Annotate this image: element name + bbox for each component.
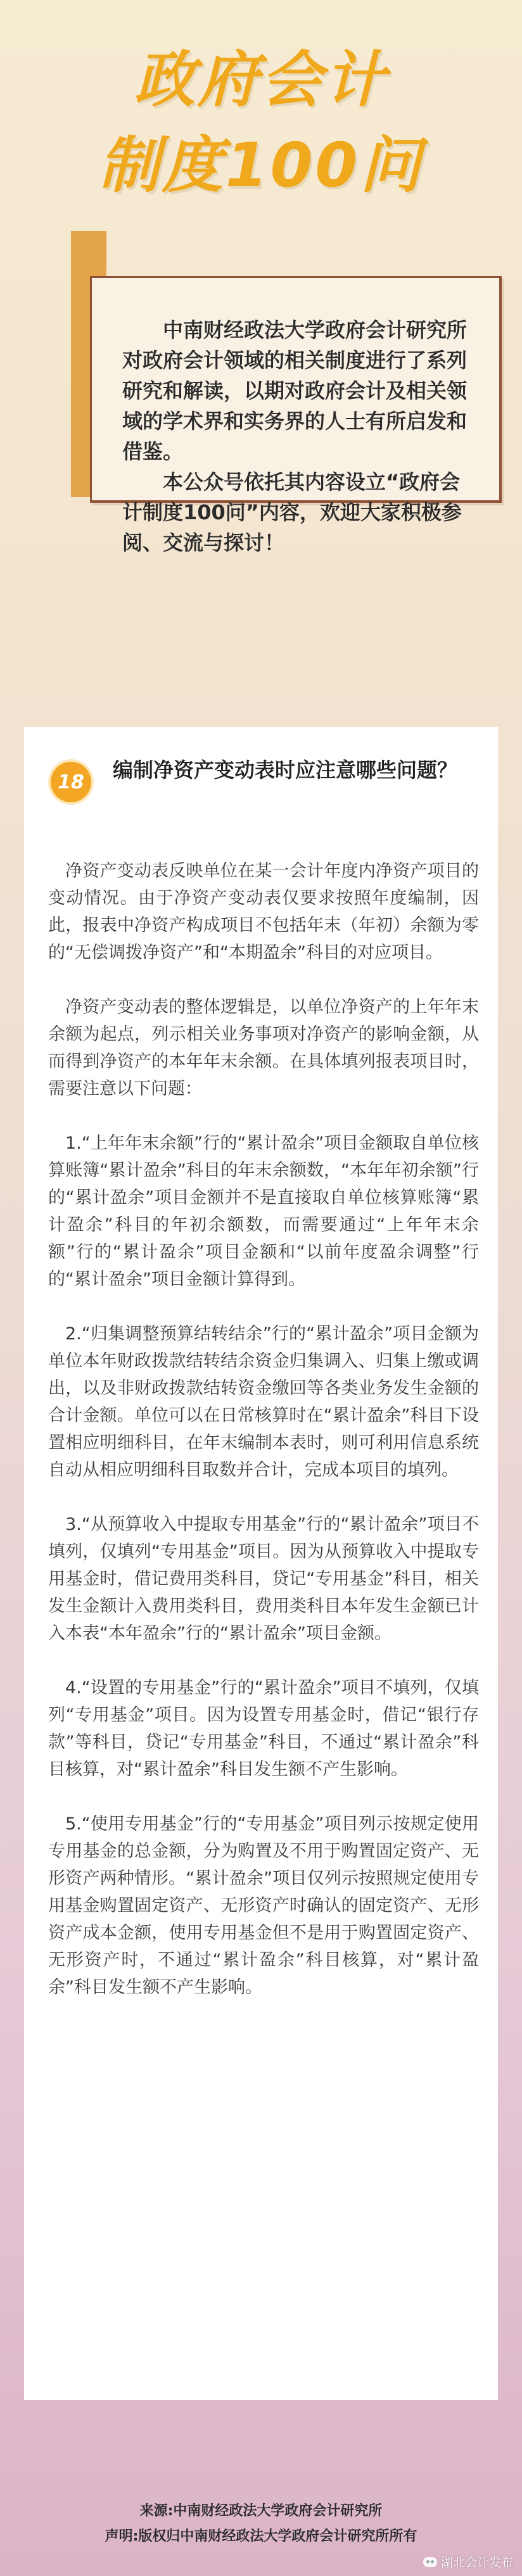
intro-box — [90, 276, 502, 555]
wechat-icon — [423, 2557, 437, 2567]
question-card — [24, 727, 498, 2400]
answer-paragraph: 5.“使用专用基金”行的“专用基金”项目列示按规定使用专用基金的总金额，分为购置及不用于购置固定资产、无形资产两种情形。“累计盈余”项目仅列示按照规定使用专用基金购置固定资产、无形资产时确认的固定资产、无形资产成本金额，使用专用基金但不是用于购置固定资产、无形资产时，不通过“累计盈余”科目核算，对“累计盈余”科目发生额不产生影响。 — [48, 1814, 479, 1997]
answer-body — [48, 857, 479, 2028]
question-heading: 编制净资产变动表时应注意哪些问题？ — [113, 758, 458, 782]
intro-paragraph: 本公众号依托其内容设立“政府会计制度100问”内容，欢迎大家积极参阅、交流与探讨！ — [122, 470, 462, 555]
answer-paragraph: 4.“设置的专用基金”行的“累计盈余”项目不填列，仅填列“专用基金”项目。因为设置专用基金时，借记“银行存款”等科目，贷记“专用基金”科目，不通过“累计盈余”科目核算，对“累计盈余”科目发生额不产生影响。 — [48, 1678, 479, 1779]
intro-paragraph: 中南财经政法大学政府会计研究所对政府会计领域的相关制度进行了系列研究和解读，以期对政府会计及相关领域的学术界和实务界的人士有所启发和借鉴。 — [122, 318, 468, 464]
answer-paragraph: 1.“上年年末余额”行的“累计盈余”项目金额取自单位核算账簿“累计盈余”科目的年末余额数，“本年年初余额”行的“累计盈余”项目金额并不是直接取自单位核算账簿“累计盈余”科目的年初余额数，而需要通过“上年年末余额”行的“累计盈余”项目金额和“以前年度盈余调整”行的“累计盈余”项目金额计算得到。 — [48, 1133, 479, 1289]
watermark-text: 湖北会计发布 — [440, 2556, 513, 2570]
answer-paragraph: 净资产变动表的整体逻辑是，以单位净资产的上年年末余额为起点，列示相关业务事项对净资产的影响金额，从而得到净资产的本年年末余额。在具体填列报表项目时，需要注意以下问题： — [48, 997, 479, 1099]
footer-source: 来源:中南财经政法大学政府会计研究所 — [139, 2503, 383, 2519]
watermark — [423, 2553, 513, 2570]
page-title-line2: 制度100问 — [98, 130, 424, 201]
question-number-badge: 18 — [51, 762, 91, 802]
answer-paragraph: 净资产变动表反映单位在某一会计年度内净资产项目的变动情况。由于净资产变动表仅要求按照年度编制，因此，报表中净资产构成项目不包括年末（年初）余额为零的“无偿调拨净资产”和“本期盈余”科目的对应项目。 — [48, 861, 479, 963]
answer-paragraph: 2.“归集调整预算结转结余”行的“累计盈余”项目金额为单位本年财政拨款结转结余资金归集调入、归集上缴或调出，以及非财政拨款结转资金缴回等各类业务发生金额的合计金额。单位可以在日常核算时在“累计盈余”科目下设置相应明细科目，在年末编制本表时，则可利用信息系统自动从相应明细科目取数并合计，完成本项目的填列。 — [48, 1324, 479, 1480]
page-title-line1: 政府会计 — [134, 44, 388, 115]
answer-paragraph: 3.“从预算收入中提取专用基金”行的“累计盈余”项目不填列，仅填列“专用基金”项目。因为从预算收入中提取专用基金时，借记费用类科目，贷记“专用基金”科目，相关发生金额计入费用类科目，费用类科目本年发生金额已计入本表“本年盈余”行的“累计盈余”项目金额。 — [48, 1515, 479, 1643]
footer-copyright: 声明:版权归中南财经政法大学政府会计研究所所有 — [105, 2529, 417, 2544]
